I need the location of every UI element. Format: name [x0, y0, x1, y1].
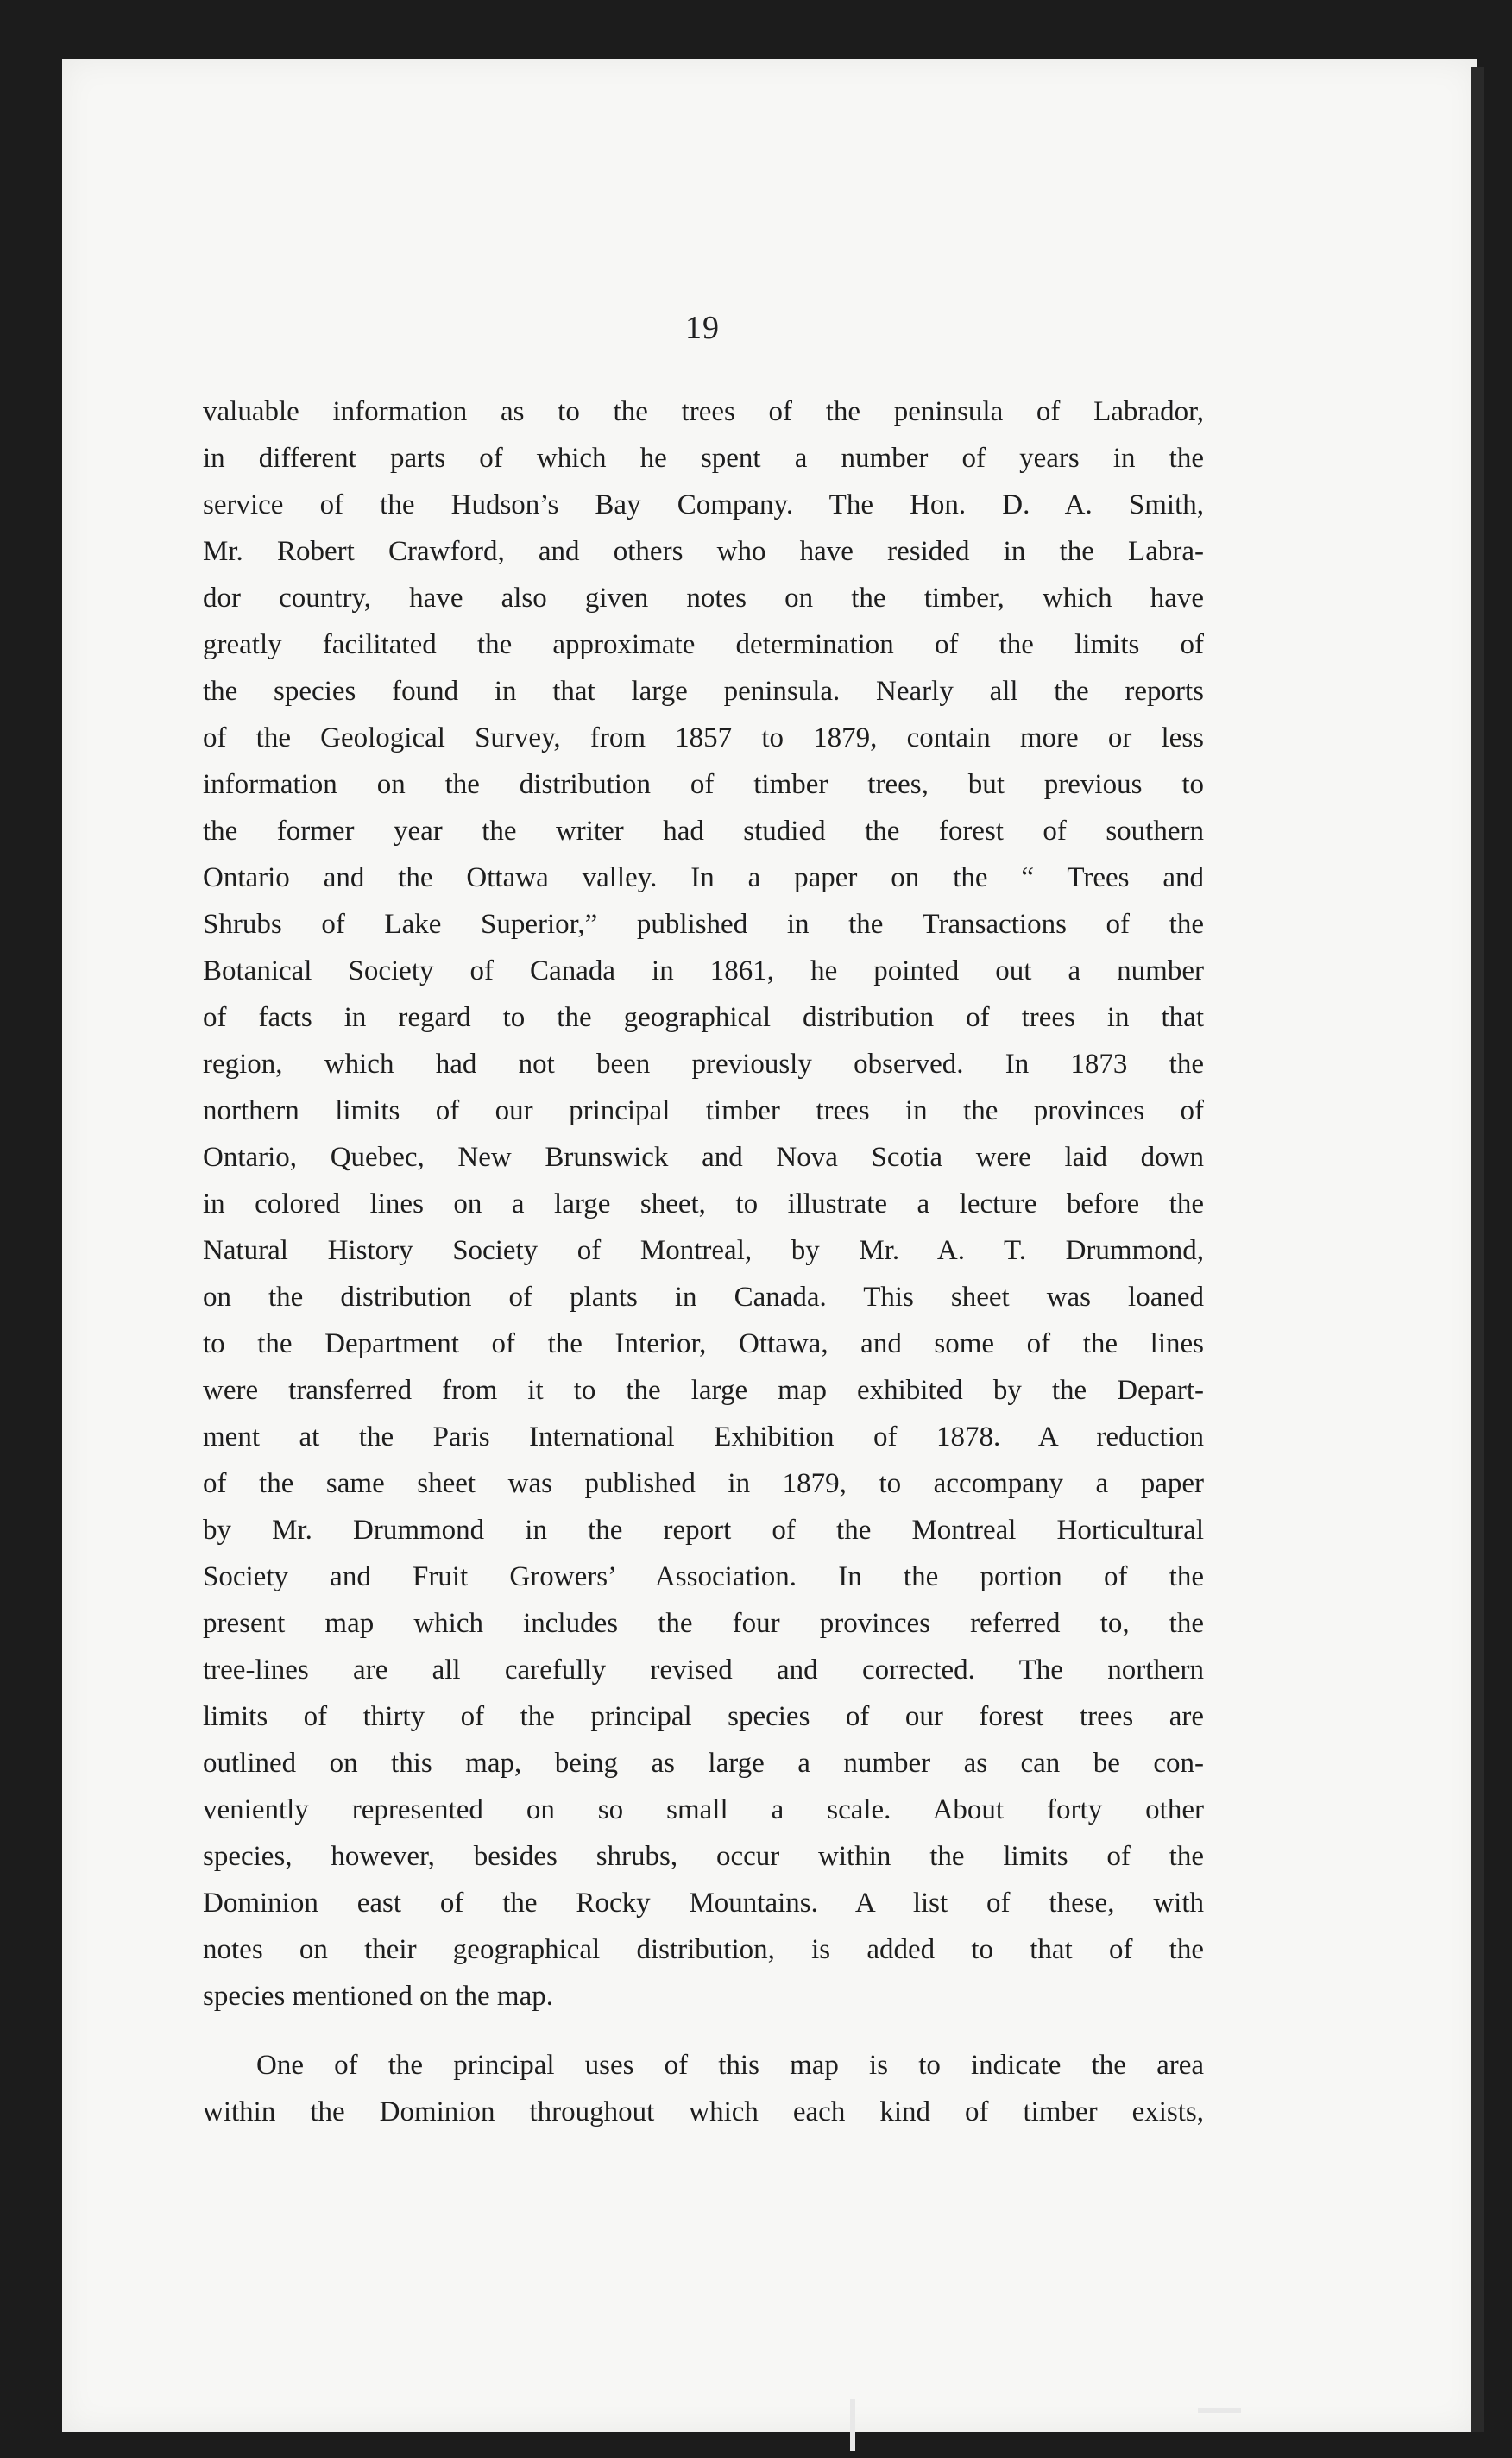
text-line: service of the Hudson’s Bay Company. The Hon. D. A. Smith, [203, 489, 1204, 520]
text-line: species, however, besides shrubs, occur within the limits of the [203, 1841, 1204, 1872]
text-line: the species found in that large peninsula. Nearly all the reports [203, 676, 1204, 707]
text-line: Ontario, Quebec, New Brunswick and Nova Scotia were laid down [203, 1142, 1204, 1173]
scan-artifact [1198, 2408, 1241, 2413]
text-line: ment at the Paris International Exhibition of 1878. A reduction [203, 1421, 1204, 1453]
paragraph-1 [203, 388, 1204, 2020]
body-text [203, 388, 1204, 2135]
text-line: were transferred from it to the large map exhibited by the Depart- [203, 1375, 1204, 1406]
text-line: of facts in regard to the geographical distribution of trees in that [203, 1002, 1204, 1033]
text-line: veniently represented on so small a scale. About forty other [203, 1794, 1204, 1825]
scan-artifact [850, 2399, 855, 2451]
text-line: Ontario and the Ottawa valley. In a paper on the “ Trees and [203, 862, 1204, 893]
paragraph-gap [203, 2020, 1204, 2042]
text-line: in colored lines on a large sheet, to illustrate a lecture before the [203, 1188, 1204, 1220]
text-line: by Mr. Drummond in the report of the Montreal Horticultural [203, 1515, 1204, 1546]
text-line: the former year the writer had studied the forest of southern [203, 816, 1204, 847]
text-line: Botanical Society of Canada in 1861, he pointed out a number [203, 955, 1204, 986]
text-line: region, which had not been previously observed. In 1873 the [203, 1049, 1204, 1080]
text-line: Shrubs of Lake Superior,” published in the Transactions of the [203, 909, 1204, 940]
text-line: Dominion east of the Rocky Mountains. A list of these, with [203, 1888, 1204, 1919]
text-line: northern limits of our principal timber trees in the provinces of [203, 1095, 1204, 1126]
text-line: notes on their geographical distribution, is added to that of the [203, 1934, 1204, 1965]
text-line: to the Department of the Interior, Ottawa, and some of the lines [203, 1328, 1204, 1359]
page-number: 19 [685, 310, 720, 346]
text-line: tree-lines are all carefully revised and corrected. The northern [203, 1654, 1204, 1686]
text-line: species mentioned on the map. [203, 1981, 553, 2012]
text-line: Society and Fruit Growers’ Association. In the portion of the [203, 1561, 1204, 1592]
text-line: information on the distribution of timber trees, but previous to [203, 769, 1204, 800]
text-line: valuable information as to the trees of the peninsula of Labrador, [203, 396, 1204, 427]
text-line: outlined on this map, being as large a number as can be con- [203, 1748, 1204, 1779]
text-line: of the Geological Survey, from 1857 to 1879, contain more or less [203, 722, 1204, 753]
text-line: limits of thirty of the principal species of our forest trees are [203, 1701, 1204, 1732]
text-line: Natural History Society of Montreal, by Mr. A. T. Drummond, [203, 1235, 1204, 1266]
text-line: One of the principal uses of this map is to indicate the area [256, 2050, 1204, 2081]
paragraph-2 [203, 2042, 1204, 2135]
text-line: on the distribution of plants in Canada. This sheet was loaned [203, 1282, 1204, 1313]
text-line: Mr. Robert Crawford, and others who have resided in the Labra- [203, 536, 1204, 567]
text-line: in different parts of which he spent a number of years in the [203, 443, 1204, 474]
text-line: greatly facilitated the approximate determination of the limits of [203, 629, 1204, 660]
text-line: dor country, have also given notes on the timber, which have [203, 583, 1204, 614]
page-edge [1471, 67, 1484, 2432]
text-line: present map which includes the four provinces referred to, the [203, 1608, 1204, 1639]
text-line: of the same sheet was published in 1879, to accompany a paper [203, 1468, 1204, 1499]
text-line: within the Dominion throughout which each kind of timber exists, [203, 2096, 1204, 2127]
